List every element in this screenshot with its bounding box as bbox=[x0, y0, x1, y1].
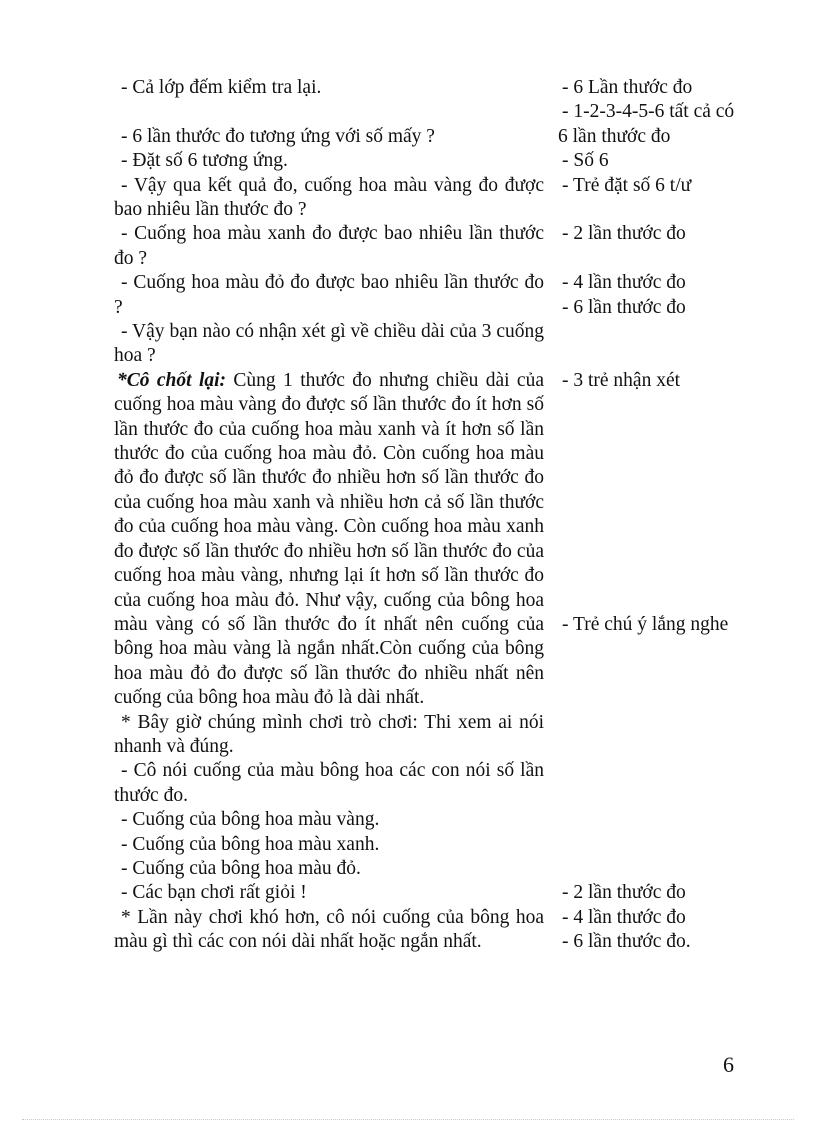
response-line: - Trẻ chú ý lắng nghe bbox=[562, 613, 729, 635]
paragraph: - Cuống hoa màu đỏ đo được bao nhiêu lần thước đo ? bbox=[114, 272, 544, 318]
paragraph: - Cuống của bông hoa màu đỏ. bbox=[121, 857, 361, 879]
paragraph: - 6 lần thước đo tương ứng với số mấy ? bbox=[121, 125, 435, 147]
response-line: - 2 lần thước đo bbox=[562, 223, 686, 245]
response-line: - Số 6 bbox=[562, 150, 609, 172]
paragraph: - Các bạn chơi rất giỏi ! bbox=[121, 882, 307, 904]
paragraph: * Bây giờ chúng mình chơi trò chơi: Thi xem ai nói nhanh và đúng. bbox=[114, 711, 544, 757]
paragraph: - Cuống của bông hoa màu vàng. bbox=[121, 809, 380, 831]
response-line: - 6 Lần thước đo bbox=[562, 77, 693, 98]
response-line: - 6 lần thước đo. bbox=[562, 931, 691, 952]
paragraph: - Cuống của bông hoa màu xanh. bbox=[121, 833, 380, 855]
paragraph: * Lần này chơi khó hơn, cô nói cuống của bông hoa màu gì thì các con nói dài nhất hoặc ngắn nhất. bbox=[114, 906, 544, 953]
response-line: - 6 lần thước đo bbox=[562, 296, 686, 318]
response-line: 6 lần thước đo bbox=[558, 125, 671, 147]
conclusion-paragraph bbox=[114, 369, 544, 711]
paragraph: - Vậy bạn nào có nhận xét gì về chiều dài của 3 cuống hoa ? bbox=[114, 321, 544, 367]
page-number: 6 bbox=[723, 1052, 734, 1077]
paragraph: - Vậy qua kết quả đo, cuống hoa màu vàng đo được bao nhiêu lần thước đo ? bbox=[114, 174, 544, 221]
response-line: - 4 lần thước đo bbox=[562, 272, 686, 294]
teacher-activities-column bbox=[114, 76, 544, 955]
response-line: - 2 lần thước đo bbox=[562, 882, 686, 904]
response-line: - 3 trẻ nhận xét bbox=[562, 369, 681, 391]
response-line: - Trẻ đặt số 6 t/ư bbox=[562, 174, 692, 196]
conclusion-label: *Cô chốt lại: bbox=[117, 369, 227, 391]
paragraph: - Cuống hoa màu xanh đo được bao nhiêu lần thước đo ? bbox=[114, 223, 544, 269]
response-line: - 4 lần thước đo bbox=[562, 906, 686, 928]
paragraph: - Cả lớp đếm kiểm tra lại. bbox=[121, 77, 322, 98]
conclusion-text: Cùng 1 thước đo nhưng chiều dài của cuống hoa màu vàng đo được số lần thước đo ít hơn số lần thước đo của cuống hoa màu xanh và ít hơn số lần thước đo của cuống hoa màu đỏ. Còn cuống hoa màu đỏ đo được số lần thước đo nhiều hơn số lần thước đo của cuống hoa màu xanh và nhiều hơn cả số lần thước đo của cuống hoa màu vàng. Còn cuống hoa màu xanh đo được số lần thước đo nhiều hơn số lần thước đo của cuống hoa màu vàng, nhưng lại ít hơn số lần thước đo của cuống hoa màu đỏ. Như vậy, cuống của bông hoa màu vàng có số lần thước đo ít nhất nên cuống của bông hoa màu vàng là ngắn nhất.Còn cuống của bông hoa màu đỏ đo được số lần thước đo nhiều nhất nên cuống của bông hoa màu đỏ là dài nhất. bbox=[114, 369, 544, 709]
footer-divider bbox=[22, 1119, 794, 1120]
paragraph: - Đặt số 6 tương ứng. bbox=[121, 150, 288, 172]
response-line: - 1-2-3-4-5-6 tất cả có bbox=[562, 101, 735, 123]
paragraph: - Cô nói cuống của màu bông hoa các con nói số lần thước đo. bbox=[114, 760, 544, 806]
